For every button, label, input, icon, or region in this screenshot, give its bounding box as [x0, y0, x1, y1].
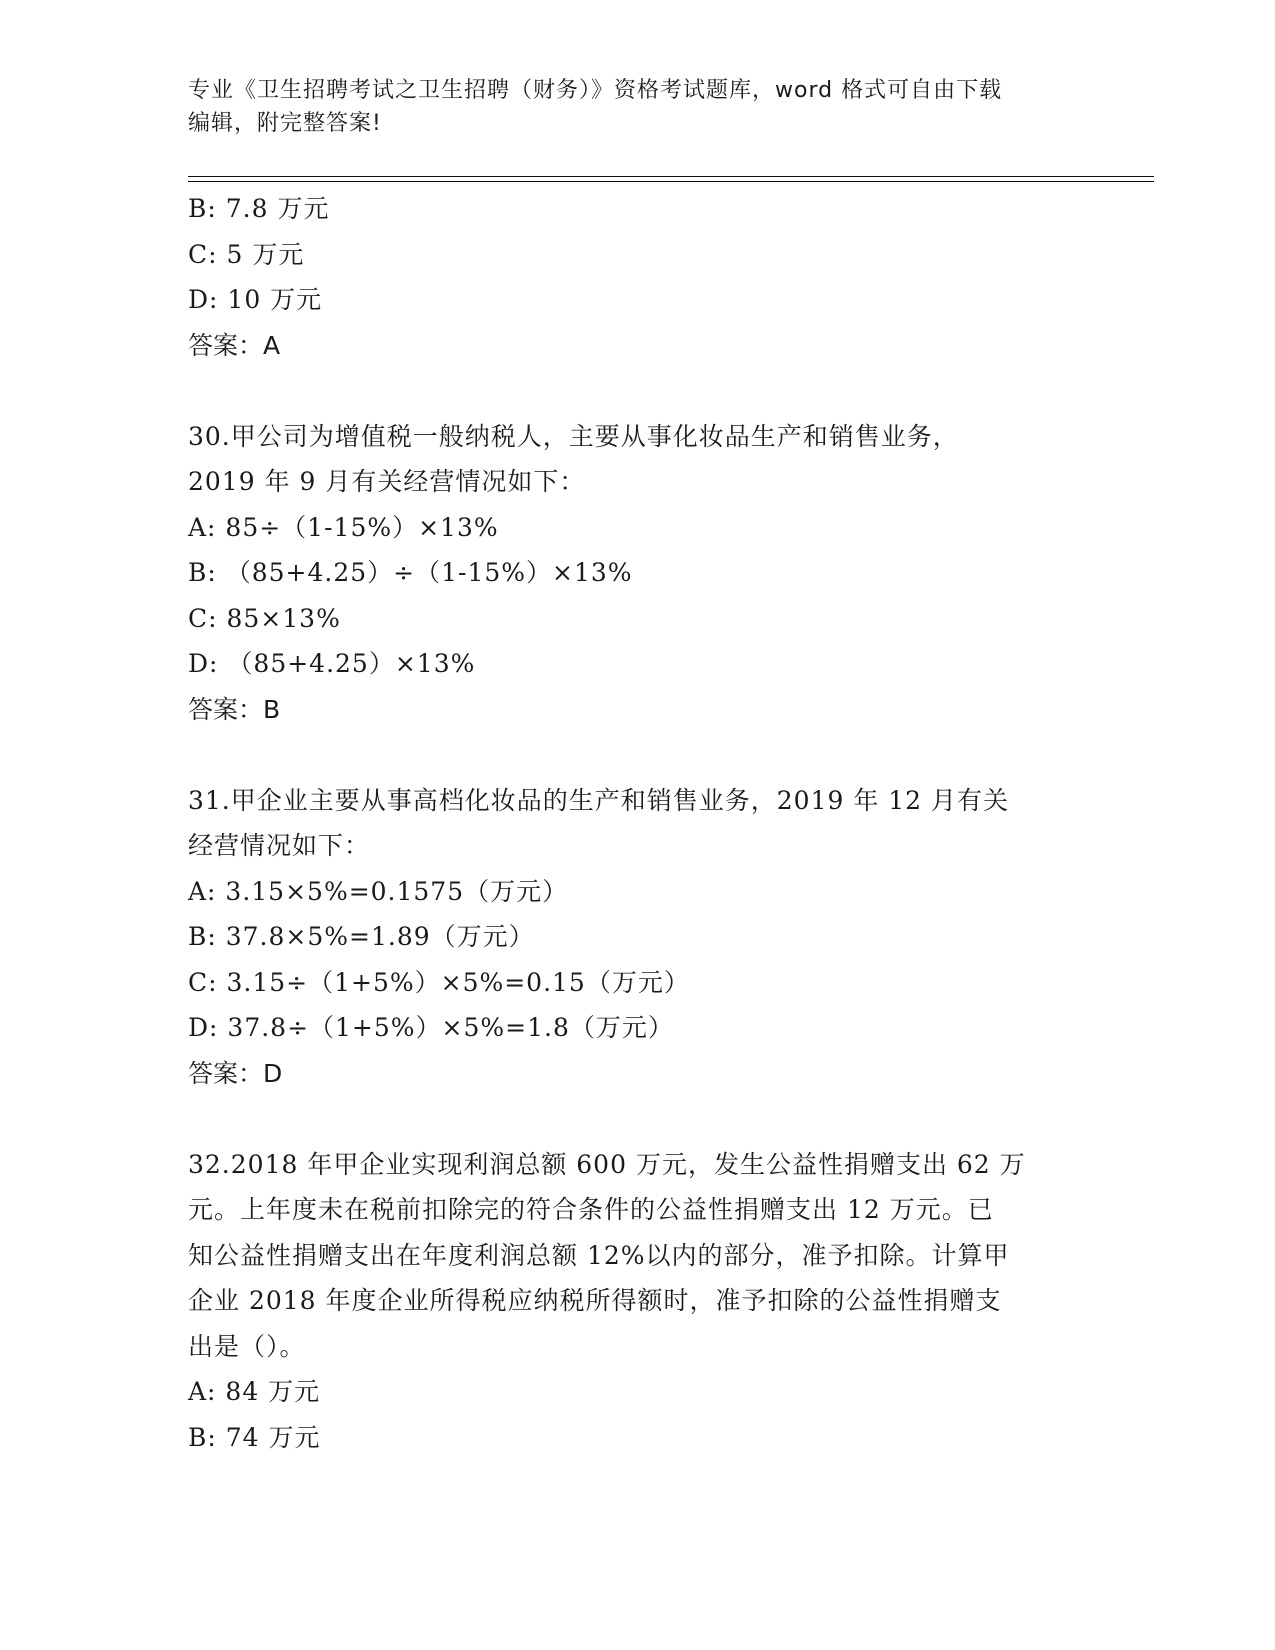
document-header — [188, 74, 1088, 140]
option-b: B: （85+4.25）÷（1-15%）×13% — [188, 558, 633, 587]
option-d: D: 10 万元 — [188, 285, 323, 314]
option-a: A: 84 万元 — [188, 1377, 321, 1406]
option-b: B: 37.8×5%=1.89（万元） — [188, 922, 535, 951]
option-c: C: 85×13% — [188, 603, 341, 633]
question-stem-line: 30.甲公司为增值税一般纳税人，主要从事化妆品生产和销售业务， — [188, 421, 959, 451]
question-32 — [188, 1142, 1088, 1461]
option-b: B: 74 万元 — [188, 1422, 321, 1452]
header-title-line-2: 编辑，附完整答案! — [188, 111, 382, 136]
question-stem-line: 出是（）。 — [188, 1331, 306, 1361]
option-b: B: 7.8 万元 — [188, 194, 330, 223]
question-stem-line: 元。上年度未在税前扣除完的符合条件的公益性捐赠支出 12 万元。已 — [188, 1195, 994, 1224]
previous-question-tail — [188, 186, 1088, 368]
option-d: D: 37.8÷（1+5%）×5%=1.8（万元） — [188, 1013, 674, 1042]
option-d: D: （85+4.25）×13% — [188, 649, 476, 678]
question-stem-line: 31.甲企业主要从事高档化妆品的生产和销售业务，2019 年 12 月有关 — [188, 785, 1010, 815]
question-31 — [188, 778, 1088, 1097]
question-30 — [188, 414, 1088, 733]
option-a: A: 3.15×5%=0.1575（万元） — [188, 876, 569, 906]
option-c: C: 5 万元 — [188, 239, 305, 269]
question-stem-line: 企业 2018 年度企业所得税应纳税所得额时，准予扣除的公益性捐赠支 — [188, 1286, 1002, 1315]
answer-line: 答案：D — [188, 1058, 283, 1088]
question-stem-line: 32.2018 年甲企业实现利润总额 600 万元，发生公益性捐赠支出 62 万 — [188, 1149, 1026, 1179]
question-stem-line: 经营情况如下： — [188, 831, 371, 860]
spacer — [188, 368, 1088, 414]
spacer — [188, 732, 1088, 778]
question-stem-line: 2019 年 9 月有关经营情况如下： — [188, 467, 586, 496]
question-list — [188, 186, 1088, 1460]
answer-line: 答案：A — [188, 330, 281, 360]
header-divider — [188, 176, 1154, 182]
option-a: A: 85÷（1-15%）×13% — [188, 512, 499, 542]
spacer — [188, 1096, 1088, 1142]
answer-line: 答案：B — [188, 694, 281, 724]
header-title-line-1: 专业《卫生招聘考试之卫生招聘（财务）》资格考试题库，word 格式可自由下载 — [188, 78, 1003, 103]
question-stem-line: 知公益性捐赠支出在年度利润总额 12%以内的部分，准予扣除。计算甲 — [188, 1240, 1010, 1270]
option-c: C: 3.15÷（1+5%）×5%=0.15（万元） — [188, 967, 690, 997]
